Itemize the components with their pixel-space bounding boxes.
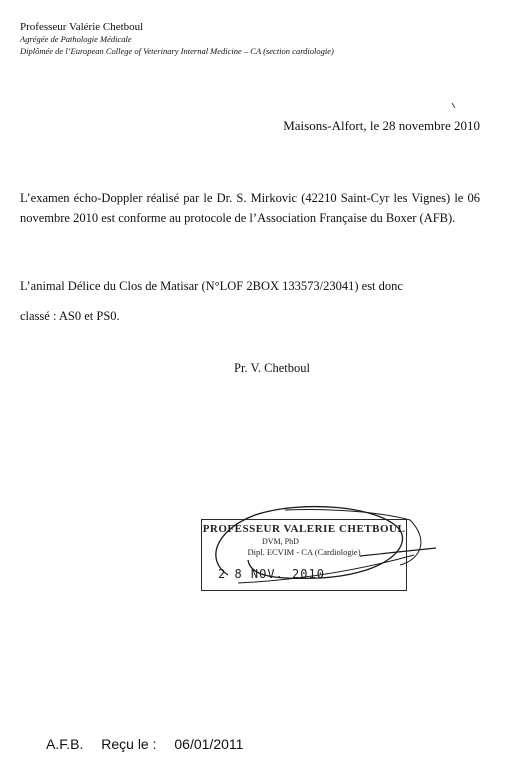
footer-received-date: 06/01/2011 <box>174 736 244 752</box>
paragraph-classification: classé : AS0 et PS0. <box>20 309 120 323</box>
letterhead <box>20 21 334 57</box>
stamp-line-2: Dipl. ECVIM - CA (Cardiologie) <box>247 547 361 557</box>
paragraph-exam: L’examen écho-Doppler réalisé par le Dr. S. Mirkovic (42210 Saint-Cyr les Vignes) le 06 novembre 2010 est conforme au protocole de l’Association Française du Boxer (AFB). <box>20 191 480 225</box>
letterhead-name: Professeur Valérie Chetboul <box>20 21 144 33</box>
stamp-line-1: DVM, PhD <box>262 537 299 546</box>
reception-note <box>46 736 243 752</box>
footer-received-label: Reçu le : <box>101 736 157 752</box>
letterhead-title-2: Diplômée de l’European College of Veterinary Internal Medicine – CA (section cardiologie) <box>20 46 334 56</box>
stamp-title: PROFESSEUR VALERIE CHETBOUL <box>202 523 406 535</box>
stamp-date: 2 8 NOV. 2010 <box>218 567 325 581</box>
letterhead-title-1: Agrégée de Pathologie Médicale <box>20 34 132 44</box>
footer-org: A.F.B. <box>46 736 84 752</box>
paragraph-animal: L’animal Délice du Clos de Matisar (N°LOF 2BOX 133573/23041) est donc <box>20 279 403 293</box>
signoff: Pr. V. Chetboul <box>234 361 310 375</box>
official-stamp <box>201 519 407 591</box>
place-date: Maisons-Alfort, le 28 novembre 2010 <box>283 118 480 133</box>
